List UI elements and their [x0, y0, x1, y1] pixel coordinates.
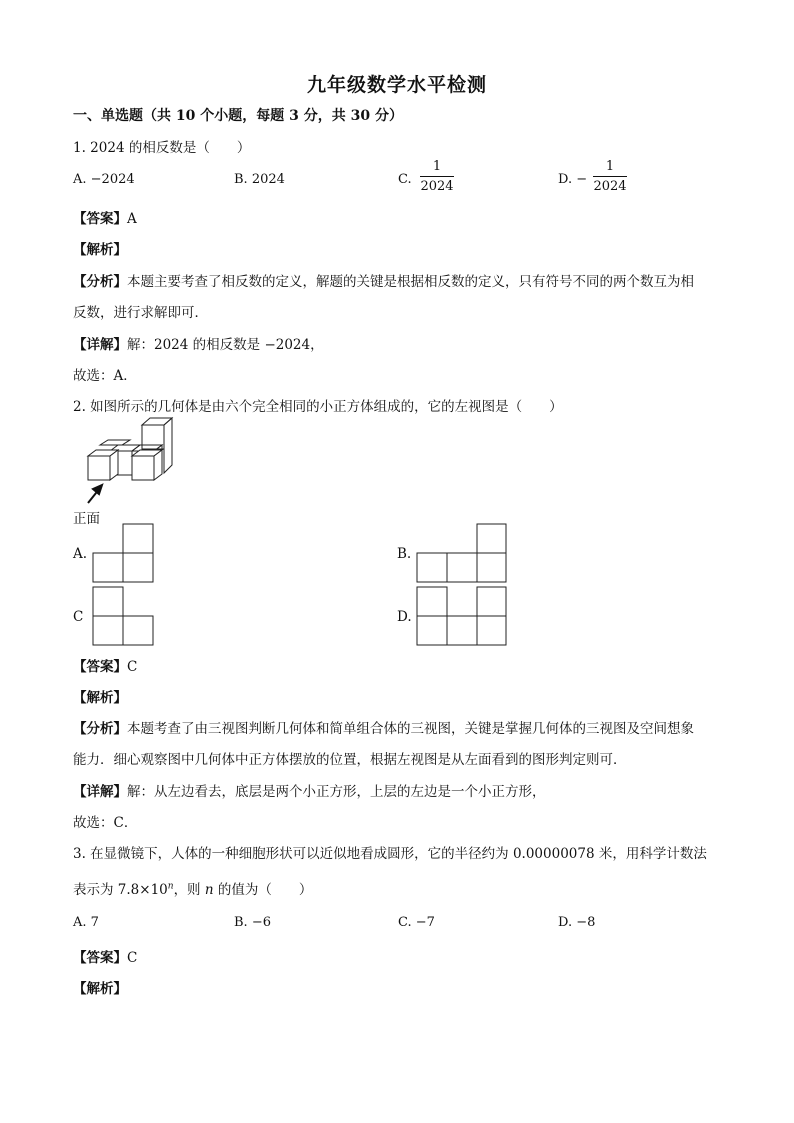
q1-option-c-fraction — [420, 160, 454, 193]
fenxi-text: 本题主要考查了相反数的定义，解题的关键是根据相反数的定义，只有符号不同的两个数互为相 — [127, 274, 694, 290]
q3-answer — [73, 946, 137, 966]
answer-value: A — [127, 211, 137, 227]
q2-option-d-label: D. — [397, 609, 412, 625]
q1-option-d-fraction — [593, 160, 627, 193]
q2-fenxi-line2: 能力．细心观察图中几何体中正方体摆放的位置，根据左视图是从左面看到的图形判定则可． — [73, 752, 627, 768]
front-label: 正面 — [73, 511, 100, 527]
q1-option-d-label: D. − — [558, 172, 588, 187]
q2-option-c-label: C — [73, 609, 84, 625]
q3-option-d: D. −8 — [558, 915, 596, 930]
q2-detail — [73, 780, 546, 800]
fenxi-text: 本题考查了由三视图判断几何体和简单组合体的三视图，关键是掌握几何体的三视图及空间想象 — [127, 721, 694, 737]
detail-tag: 【详解】 — [73, 784, 127, 800]
q3-stem-line2 — [73, 878, 312, 898]
q1-option-a: A. −2024 — [73, 172, 135, 187]
answer-tag: 【答案】 — [73, 211, 127, 227]
page-title: 九年级数学水平检测 — [306, 74, 487, 96]
q1-fenxi-line2: 反数，进行求解即可． — [73, 305, 208, 321]
q2-option-d-figure — [416, 586, 508, 648]
q2-option-a-label: A. — [73, 546, 88, 562]
q2-analysis-tag: 【解析】 — [73, 690, 127, 706]
detail-tag: 【详解】 — [73, 337, 127, 353]
stem-text: 的值为（ ） — [213, 882, 313, 898]
q1-fenxi-line1 — [73, 270, 694, 290]
q1-option-c-label: C. — [398, 172, 412, 187]
detail-text: 解：从左边看去，底层是两个小正方形，上层的左边是一个小正方形， — [127, 784, 546, 800]
q3-stem-line1: 3. 在显微镜下，人体的一种细胞形状可以近似地看成圆形，它的半径约为 0.00000078 米，用科学计数法 — [73, 846, 707, 862]
section-heading: 一、单选题（共 10 个小题，每题 3 分，共 30 分） — [73, 108, 403, 124]
answer-tag: 【答案】 — [73, 659, 127, 675]
q2-answer — [73, 655, 137, 675]
answer-tag: 【答案】 — [73, 950, 127, 966]
q2-fenxi-line1 — [73, 717, 694, 737]
q2-option-b-label: B. — [397, 546, 412, 562]
fraction-denominator: 2024 — [593, 176, 627, 193]
scientific-notation: 7.8×10 — [117, 882, 168, 898]
answer-value: C — [127, 950, 138, 966]
q3-option-b: B. −6 — [234, 915, 271, 930]
q2-option-c-figure — [92, 586, 156, 648]
fraction-denominator: 2024 — [420, 176, 454, 193]
q2-choose: 故选：C． — [73, 815, 138, 831]
exponent: n — [167, 881, 174, 892]
fraction-numerator: 1 — [605, 159, 615, 174]
q1-choose: 故选：A． — [73, 368, 137, 384]
fenxi-tag: 【分析】 — [73, 721, 127, 737]
fenxi-tag: 【分析】 — [73, 274, 127, 290]
q1-option-b: B. 2024 — [234, 172, 285, 187]
q1-stem: 1. 2024 的相反数是（ ） — [73, 140, 251, 156]
answer-value: C — [127, 659, 138, 675]
q3-option-c: C. −7 — [398, 915, 435, 930]
stem-text: ，则 — [173, 882, 205, 898]
variable-n: n — [204, 882, 214, 898]
q2-option-a-figure — [92, 523, 156, 585]
q2-option-b-figure — [416, 523, 508, 585]
q2-stem: 2. 如图所示的几何体是由六个完全相同的小正方体组成的，它的左视图是（ ） — [73, 399, 563, 415]
q3-option-a: A. 7 — [73, 915, 99, 930]
q3-analysis-tag: 【解析】 — [73, 981, 127, 997]
fraction-numerator: 1 — [432, 159, 442, 174]
q1-detail — [73, 333, 324, 353]
detail-text: 解：2024 的相反数是 −2024， — [127, 337, 324, 353]
q1-analysis-tag: 【解析】 — [73, 242, 127, 258]
q1-answer — [73, 207, 137, 227]
stem-text: 表示为 — [73, 882, 118, 898]
